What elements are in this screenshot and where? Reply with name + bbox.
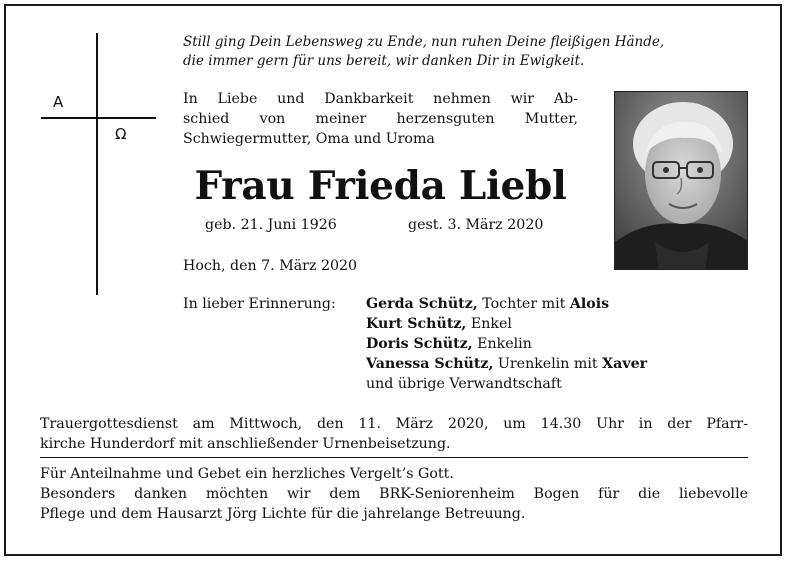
- mourner-relation: Enkelin: [472, 336, 532, 352]
- mourner-relation: Enkel: [466, 316, 512, 332]
- alpha-symbol: A: [53, 93, 64, 111]
- mourner-name: Kurt Schütz,: [366, 316, 467, 332]
- mourner-entry: [366, 334, 647, 354]
- deceased-name: Frau Frieda Liebl: [194, 163, 567, 209]
- quote-line: die immer gern für uns bereit, wir danken Dir in Ewigkeit.: [183, 53, 585, 69]
- thanks-line: Besonders danken möchten wir dem BRK-Seniorenheim Bogen für die liebevolle: [40, 486, 748, 502]
- memorial-quote: [183, 33, 748, 71]
- thanks-line: Für Anteilnahme und Gebet ein herzliches Vergelt’s Gott.: [40, 466, 454, 482]
- mourners-closing: und übrige Verwandtschaft: [366, 376, 562, 392]
- cross-horizontal-beam: [41, 117, 156, 119]
- intro-line: schied von meiner herzensguten Mutter,: [183, 111, 578, 127]
- portrait-photo: [614, 91, 748, 270]
- divider-line: [40, 457, 748, 458]
- mourner-partner: Xaver: [602, 356, 648, 372]
- birth-date: geb. 21. Juni 1926: [205, 217, 337, 233]
- funeral-service-info: [40, 414, 748, 454]
- memory-label: In lieber Erinnerung:: [183, 296, 336, 312]
- mourner-name: Vanessa Schütz,: [366, 356, 494, 372]
- mourner-name: Gerda Schütz,: [366, 296, 478, 312]
- mourner-name: Doris Schütz,: [366, 336, 473, 352]
- omega-symbol: Ω: [115, 125, 127, 143]
- mourner-relation: Tochter mit: [477, 296, 570, 312]
- thanks-line: Pflege und dem Hausarzt Jörg Lichte für die jahrelange Betreuung.: [40, 506, 526, 522]
- intro-text: [183, 89, 578, 149]
- mourner-entry: [366, 314, 647, 334]
- portrait-image: [615, 92, 748, 270]
- mourners-list: [366, 294, 647, 394]
- service-line: kirche Hunderdorf mit anschließender Urnenbeisetzung.: [40, 436, 451, 452]
- mourner-entry: [366, 294, 647, 314]
- intro-line: Schwiegermutter, Oma und Uroma: [183, 131, 435, 147]
- service-line: Trauergottesdienst am Mittwoch, den 11. März 2020, um 14.30 Uhr in der Pfarr-: [40, 416, 748, 432]
- cross-vertical-beam: [96, 33, 98, 295]
- quote-line: Still ging Dein Lebensweg zu Ende, nun ruhen Deine fleißigen Hände,: [183, 34, 665, 50]
- death-date: gest. 3. März 2020: [408, 217, 544, 233]
- intro-line: In Liebe und Dankbarkeit nehmen wir Ab-: [183, 91, 578, 107]
- place-and-date: Hoch, den 7. März 2020: [183, 258, 358, 274]
- mourner-partner: Alois: [569, 296, 610, 312]
- thanks-text: [40, 464, 748, 524]
- mourner-relation: Urenkelin mit: [493, 356, 603, 372]
- mourner-entry: [366, 354, 647, 374]
